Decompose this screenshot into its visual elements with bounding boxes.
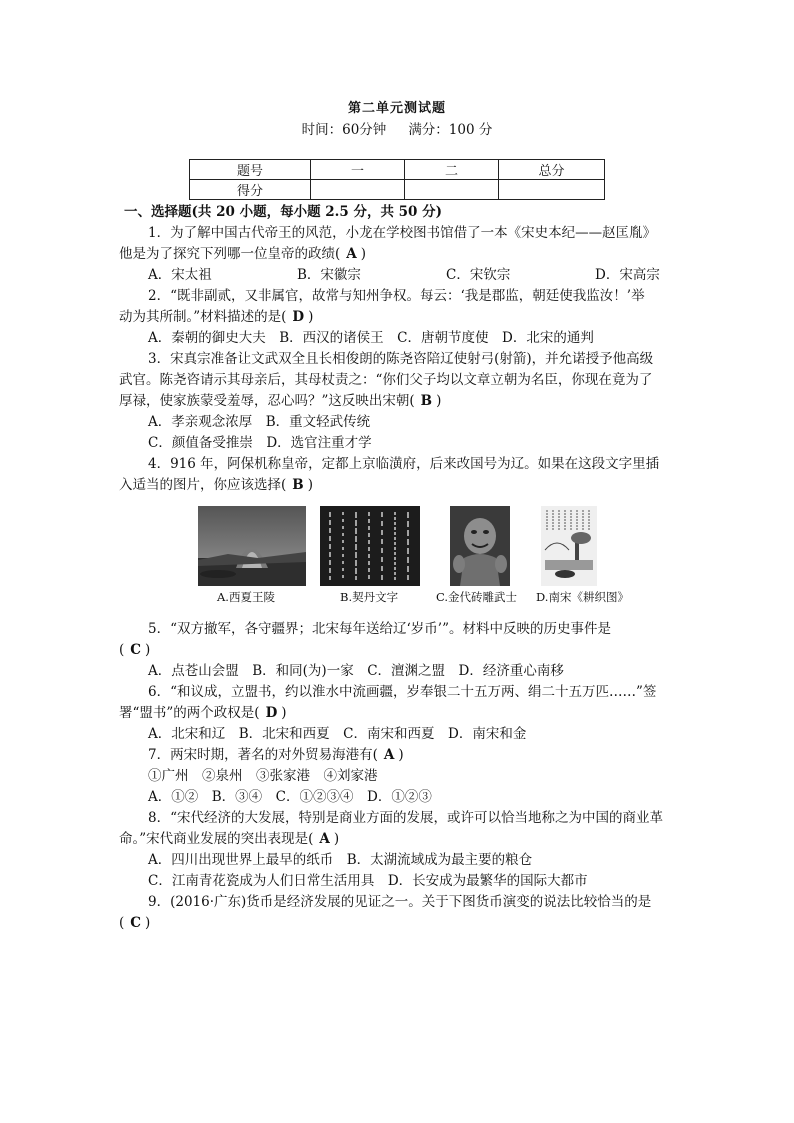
question-8-options-2: C．江南青花瓷成为人们日常生活用具 D．长安成为最繁华的国际大都市 <box>148 873 588 889</box>
question-4-text: 4．916 年，阿保机称皇帝，定都上京临潢府，后来改国号为辽。如果在这段文字里插 <box>148 456 660 472</box>
image-gengzhi-painting <box>541 506 597 586</box>
question-1-line2: 他是为了探究下列哪一位皇帝的政绩( A ) <box>119 246 367 262</box>
question-3-text: 3．宋真宗准备让文武双全且长相俊朗的陈尧咨陪辽使射弓(射箭)，并允诺授予他高级 <box>148 351 654 367</box>
question-2-options: A．秦朝的御史大夫 B．西汉的诸侯王 C．唐朝节度使 D．北宋的通判 <box>148 330 594 346</box>
option-a: A．宋太祖 <box>148 267 212 283</box>
caption-a: A.西夏王陵 <box>217 590 275 604</box>
question-7-text: 7．两宋时期，著名的对外贸易海港有( A ) <box>148 747 404 763</box>
question-6-text: 6．“和议成，立盟书，约以淮水中流画疆，岁奉银二十五万两、绢二十五万匹……”签 <box>148 684 657 700</box>
question-2-text: 2．“既非副贰，又非属官，故常与知州争权。每云：‘我是郡监，朝廷使我监汝！’举 <box>148 288 645 304</box>
question-7-items: ①广州 ②泉州 ③张家港 ④刘家港 <box>148 768 378 784</box>
option-d: D．宋高宗 <box>595 267 660 283</box>
option-c: C．宋钦宗 <box>446 267 511 283</box>
image-xixia-tomb <box>198 506 306 586</box>
answer-q3: B <box>420 393 433 409</box>
question-3-line2: 武官。陈尧咨请示其母亲后，其母杖责之：“你们父子均以文章立朝为名臣，你现在竟为了 <box>119 372 653 388</box>
question-3-line3: 厚禄，使家族蒙受羞辱，忍心吗？”这反映出宋朝( B ) <box>119 393 442 409</box>
question-8-line2: 命。”宋代商业发展的突出表现是( A ) <box>119 831 340 847</box>
answer-q4: B <box>292 477 304 493</box>
table-cell: 得分 <box>190 180 311 200</box>
question-8-text: 8．“宋代经济的大发展，特别是商业方面的发展，或许可以恰当地称之为中国的商业革 <box>148 810 663 826</box>
question-2-line2: 动为其所制。”材料描述的是( D ) <box>119 309 314 325</box>
question-7-options: A．①② B．③④ C．①②③④ D．①②③ <box>148 789 432 805</box>
page-title: 第二单元测试题 <box>347 101 446 116</box>
caption-b: B.契丹文字 <box>340 590 399 604</box>
question-3-options-1: A．孝亲观念浓厚 B．重文轻武传统 <box>148 414 371 430</box>
answer-q8: A <box>319 831 330 847</box>
full-score: 满分：100 分 <box>408 122 493 138</box>
image-jin-warrior <box>450 506 510 586</box>
answer-q7: A <box>383 747 395 763</box>
image-khitan-script <box>320 506 420 586</box>
answer-q1: A <box>346 246 357 262</box>
time-limit: 时间：60分钟 <box>301 122 387 138</box>
question-1-text: 1．为了解中国古代帝王的风范，小龙在学校图书馆借了一本《宋史本纪——赵匡胤》 <box>148 225 657 241</box>
question-8-options-1: A．四川出现世界上最早的纸币 B．太湖流域成为最主要的粮仓 <box>148 852 533 868</box>
question-5-text: 5．“双方撤军，各守疆界；北宋每年送给辽‘岁币’”。材料中反映的历史事件是 <box>148 621 611 637</box>
question-9-text: 9．(2016·广东)货币是经济发展的见证之一。关于下图货币演变的说法比较恰当的是 <box>148 894 652 910</box>
score-field[interactable] <box>499 180 605 200</box>
score-field[interactable] <box>311 180 405 200</box>
table-cell: 一 <box>311 160 405 180</box>
option-b: B．宋徽宗 <box>297 267 361 283</box>
answer-q9: C <box>130 915 142 931</box>
question-3-options-2: C．颜值备受推崇 D．选官注重才学 <box>148 435 372 451</box>
question-6-options: A．北宋和辽 B．北宋和西夏 C．南宋和西夏 D．南宋和金 <box>148 726 527 742</box>
section-heading: 一、选择题(共 20 小题，每小题 2.5 分，共 50 分) <box>124 204 443 220</box>
table-cell: 题号 <box>190 160 311 180</box>
exam-info <box>0 118 794 138</box>
answer-q2: D <box>292 309 305 325</box>
table-cell: 二 <box>405 160 499 180</box>
question-9-line2: ( C ) <box>119 915 151 931</box>
caption-c: C.金代砖雕武士 <box>436 590 518 604</box>
answer-q6: D <box>265 705 278 721</box>
answer-q5: C <box>130 642 142 658</box>
caption-d: D.南宋《耕织图》 <box>536 590 629 604</box>
question-6-line2: 署“盟书”的两个政权是( D ) <box>119 705 287 721</box>
score-table <box>189 159 605 200</box>
score-field[interactable] <box>405 180 499 200</box>
question-4-line2: 入适当的图片，你应该选择( B ) <box>119 477 313 493</box>
question-5-line2: ( C ) <box>119 642 151 658</box>
table-cell: 总分 <box>499 160 605 180</box>
table-row <box>190 160 605 180</box>
question-5-options: A．点苍山会盟 B．和同(为)一家 C．澶渊之盟 D．经济重心南移 <box>148 663 564 679</box>
table-row <box>190 180 605 200</box>
